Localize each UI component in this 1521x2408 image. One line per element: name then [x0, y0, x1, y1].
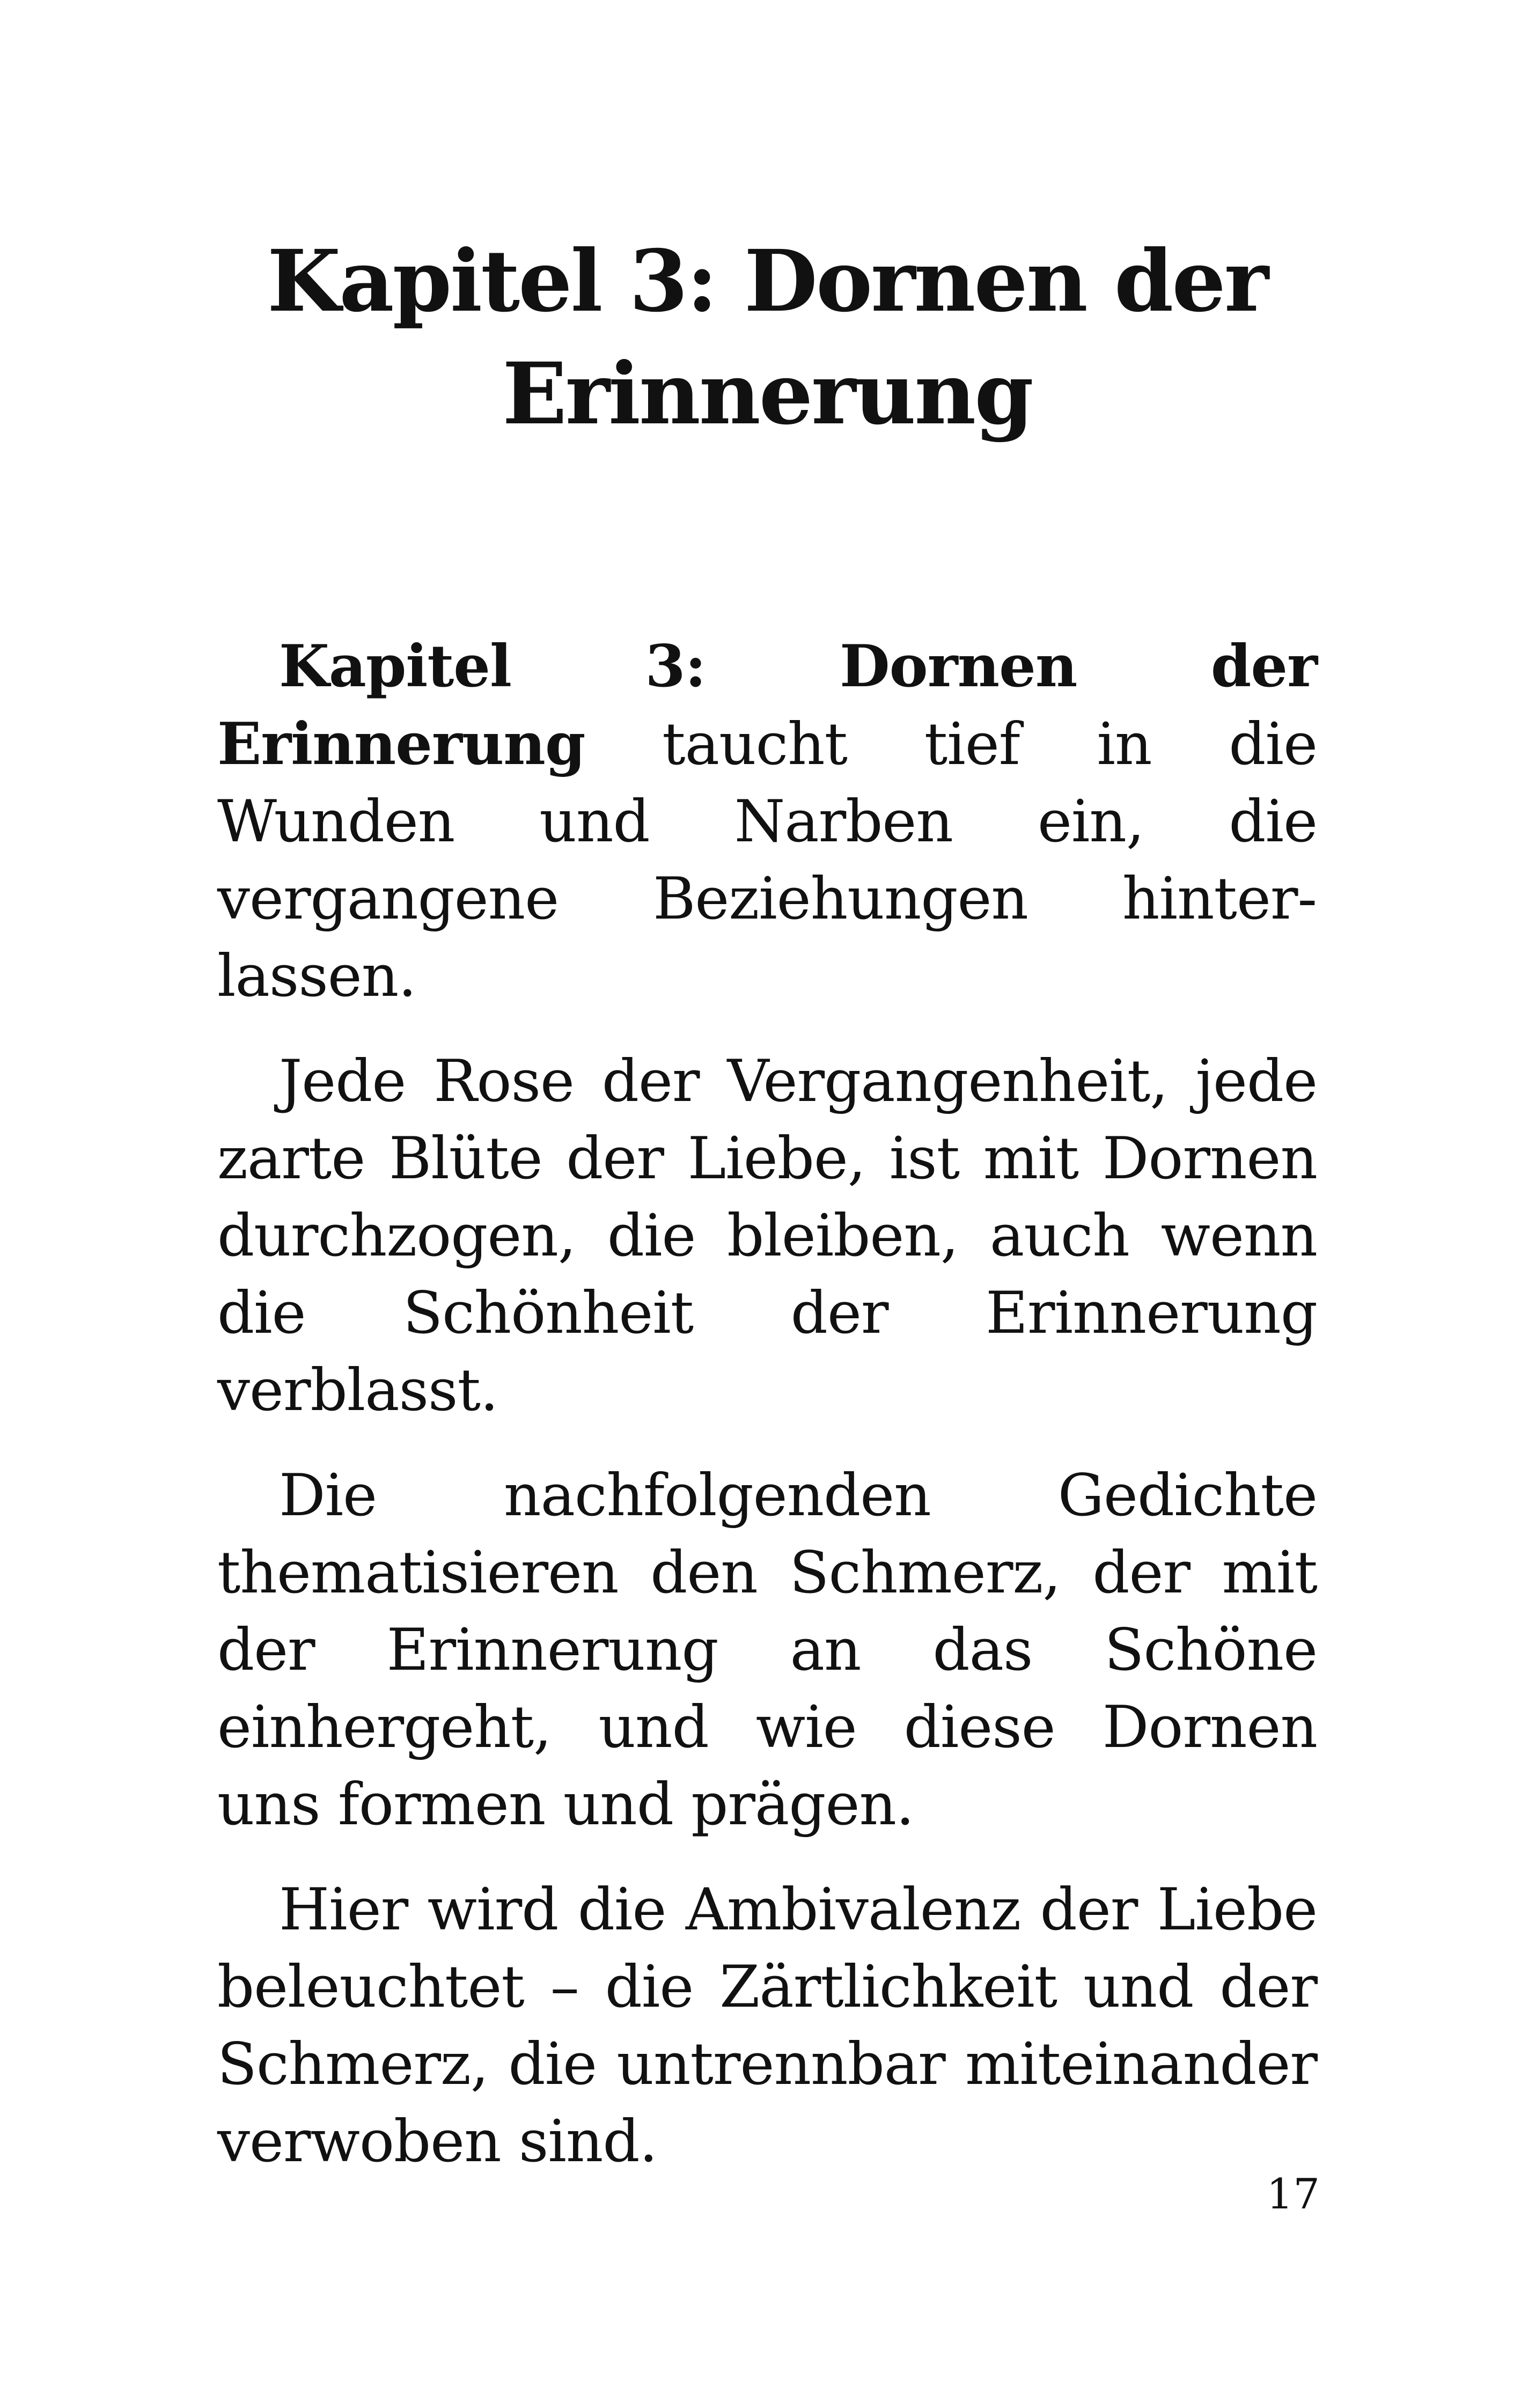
paragraph-lead-bold: Kapitel 3: Dornen der Erinnerung	[217, 633, 1317, 778]
paragraph-4: Hier wird die Ambivalenz der Liebe beleuchtet – die Zärtlichkeit und der Schmerz, die untrennbar miteinander verwoben sind.	[217, 1876, 1317, 2175]
chapter-title-line-1: Kapitel 3: Dornen der	[267, 232, 1268, 331]
paragraph-intro	[217, 628, 1317, 1015]
paragraph-intro-text: taucht tief in die Wunden und Narben ein, die vergangene Beziehungen hinterlassen.	[217, 711, 1317, 1010]
paragraph-2: Jede Rose der Vergangenheit, jede zarte Blüte der Liebe, ist mit Dornen durchzogen, die bleiben, auch wenn die Schönheit der Erinnerung verblasst.	[217, 1048, 1317, 1424]
chapter-title-line-2: Erinnerung	[502, 344, 1032, 444]
page-number: 17	[1266, 2170, 1320, 2219]
chapter-body	[217, 628, 1317, 2208]
chapter-title	[215, 225, 1320, 451]
paragraph-3: Die nachfolgenden Gedichte thematisieren den Schmerz, der mit der Erinnerung an das Schöne einhergeht, und wie diese Dornen uns formen und prägen.	[217, 1462, 1317, 1838]
